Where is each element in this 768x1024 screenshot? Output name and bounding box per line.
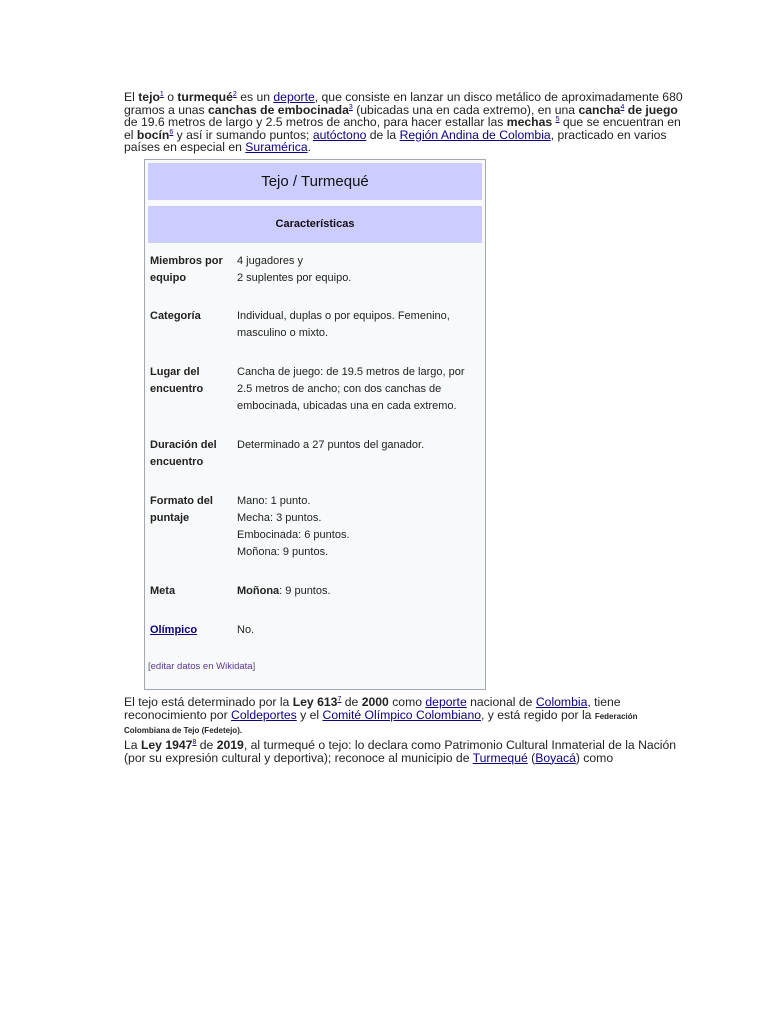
term-year-2000: 2000: [361, 695, 389, 709]
text: (ubicadas una en cada extremo), en una: [352, 102, 579, 117]
row-label: Duración del encuentro: [150, 439, 217, 468]
text: y así ir sumando puntos;: [173, 127, 313, 142]
link-region-andina[interactable]: Región Andina de Colombia: [399, 127, 551, 142]
text: El tejo está determinado por la: [124, 695, 293, 709]
text: , al turmequé o tejo: lo declara como Patrimonio Cultural Inmaterial de la Nación (por su expresión cultural y deportiva); reconoce al municipio de: [124, 738, 677, 765]
row-value: No.: [237, 624, 255, 636]
row-label: Lugar del encuentro: [150, 366, 204, 395]
ref-8[interactable]: 8: [192, 739, 197, 746]
link-turmeque[interactable]: Turmequé: [472, 750, 528, 765]
text: , que consiste en lanzar un disco metálico de aproximadamente 680 gramos a unas: [124, 90, 683, 117]
ref-3[interactable]: 3: [348, 103, 353, 111]
link-colombia[interactable]: Colombia: [535, 695, 588, 709]
ref-2[interactable]: 2: [232, 91, 237, 98]
bracket: [: [148, 661, 151, 672]
term-turmeque: turmequé: [177, 90, 233, 104]
text: como: [388, 695, 426, 709]
edit-wikidata-link[interactable]: editar datos en Wikidata: [150, 661, 253, 672]
ref-4[interactable]: 4: [620, 103, 625, 111]
term-fedetejo: Federación Colombiana de Tejo (Fedetejo).: [124, 711, 638, 735]
link-autoctono[interactable]: autóctono: [312, 127, 367, 142]
term-canchas-embocinada: canchas de embocinada: [208, 102, 349, 117]
text: , practicado en varios países en especial en: [124, 127, 667, 154]
text: , tiene reconocimiento por: [124, 695, 621, 722]
paragraph-ley-613: [124, 696, 684, 738]
row-value: [237, 583, 482, 600]
text: ) como: [575, 750, 614, 765]
row-label: Formato del puntaje: [150, 495, 213, 524]
bracket: ]: [252, 661, 256, 672]
link-suramerica[interactable]: Suramérica: [245, 140, 308, 154]
infobox-title: Tejo / Turmequé: [148, 163, 482, 200]
term-ley-1947: Ley 1947: [140, 738, 193, 752]
text: , y está regido por la: [481, 707, 595, 722]
link-deporte[interactable]: deporte: [273, 90, 315, 104]
link-comite-olimpico[interactable]: Comité Olímpico Colombiano: [322, 707, 482, 722]
text: nacional de: [466, 695, 536, 709]
row-label: Meta: [150, 585, 176, 597]
text: que se encuentran en el: [124, 115, 681, 142]
text: .: [307, 140, 311, 154]
term-ley-613: Ley 613: [292, 695, 338, 709]
text: de la: [366, 127, 400, 142]
row-label: [150, 622, 230, 639]
infobox-subtitle: Características: [148, 206, 482, 243]
row-label: Miembros por equipo: [150, 255, 223, 284]
text: y el: [296, 707, 323, 722]
text: es un: [236, 90, 274, 104]
link-deporte-2[interactable]: deporte: [425, 695, 467, 709]
text: o: [163, 90, 178, 104]
term-year-2019: 2019: [216, 738, 244, 752]
term-tejo: tejo: [138, 90, 160, 104]
term-mechas: mechas: [506, 115, 553, 129]
text: de: [196, 738, 217, 752]
term-cancha: cancha: [578, 102, 621, 117]
row-value: Cancha de juego: de 19.5 metros de largo, por 2.5 metros de ancho; con dos canchas de embocinada, ubicadas una en cada extremo.: [237, 366, 465, 412]
text: El: [124, 90, 139, 104]
term-de-juego: de juego: [624, 102, 678, 117]
infobox-edit: [148, 661, 255, 672]
row-value: Determinado a 27 puntos del ganador.: [237, 439, 425, 451]
text: de: [341, 695, 362, 709]
ref-6[interactable]: 6: [169, 128, 174, 136]
infobox: [144, 159, 486, 690]
meta-rest: : 9 puntos.: [279, 585, 331, 597]
link-olimpico[interactable]: Olímpico: [150, 624, 198, 636]
row-value: Individual, duplas o por equipos. Femenino, masculino o mixto.: [237, 310, 450, 339]
link-coldeportes[interactable]: Coldeportes: [231, 707, 297, 722]
meta-bold: Moñona: [237, 585, 280, 597]
text: de 19.6 metros de largo y 2.5 metros de ancho, para hacer estallar las: [124, 115, 507, 129]
text: (: [527, 750, 536, 765]
row-value: 4 jugadores y 2 suplentes por equipo.: [237, 255, 352, 284]
paragraph-ley-1947: [124, 739, 684, 764]
row-value: Mano: 1 punto. Mecha: 3 puntos. Embocinada: 6 puntos. Moñona: 9 puntos.: [237, 495, 350, 558]
ref-1[interactable]: 1: [159, 91, 164, 98]
row-label: Categoría: [150, 310, 201, 322]
link-boyaca[interactable]: Boyacá: [535, 750, 576, 765]
term-bocin: bocín: [136, 127, 170, 142]
ref-5[interactable]: 5: [555, 116, 560, 123]
ref-7[interactable]: 7: [337, 696, 342, 703]
intro-paragraph: [124, 91, 684, 154]
text: La: [124, 738, 141, 752]
